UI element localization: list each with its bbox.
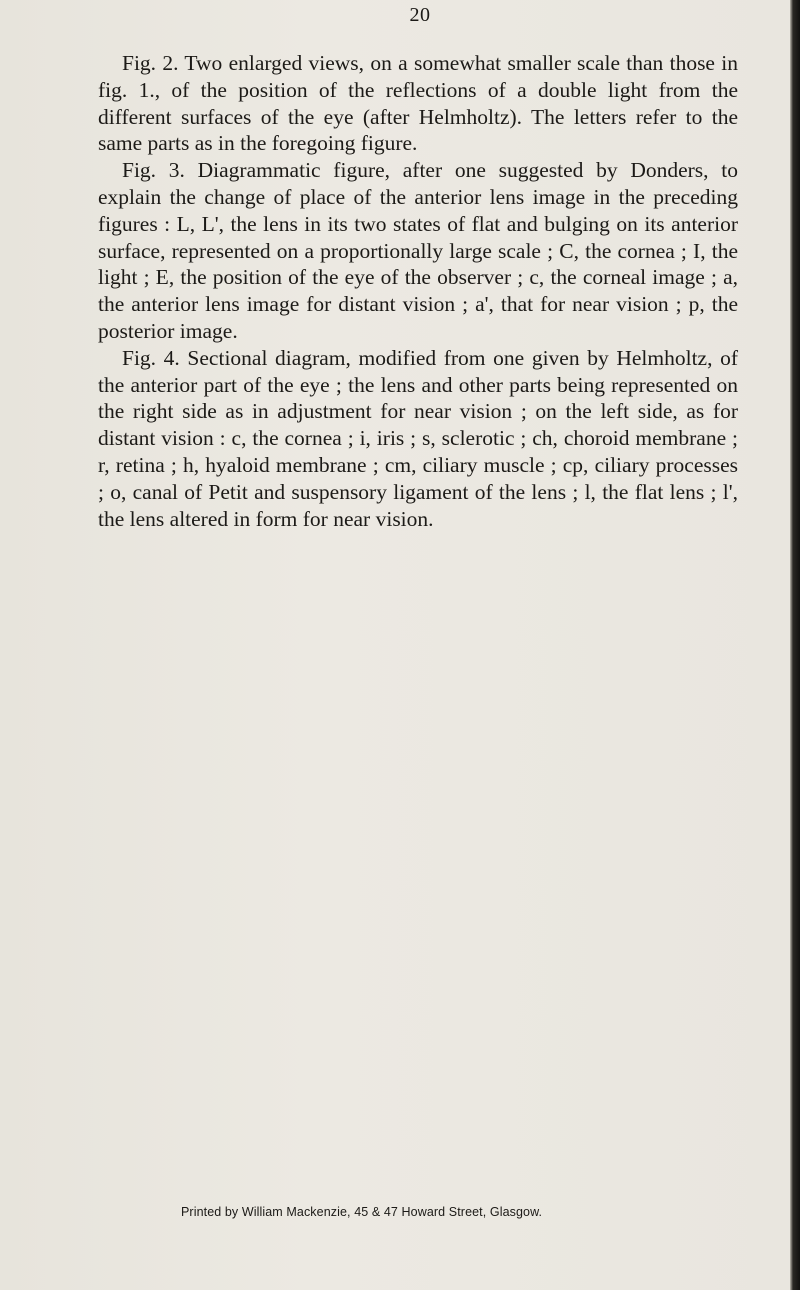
page-number: 20 [409, 4, 431, 26]
printer-imprint: Printed by William Mackenzie, 45 & 47 Howard Street, Glasgow. [181, 1205, 543, 1219]
figure-captions [98, 50, 738, 532]
caption-fig-4: Fig. 4. Sectional diagram, modified from one given by Helmholtz, of the anterior part of the eye ; the lens and other parts being represented on the right side as in adjustment for near vision ; on the left side, as for distant vision : c, the cornea ; i, iris ; s, sclerotic ; ch, choroid membrane ; r, retina ; h, hyaloid membrane ; cm, ciliary muscle ; cp, ciliary processes ; o, canal of Petit and suspensory ligament of the lens ; l, the flat lens ; l', the lens altered in form for near vision. [98, 345, 738, 531]
caption-fig-3: Fig. 3. Diagrammatic figure, after one suggested by Donders, to explain the change of place of the anterior lens image in the preceding figures : L, L', the lens in its two states of flat and bulging on its anterior surface, represented on a proportionally large scale ; C, the cornea ; I, the light ; E, the position of the eye of the observer ; c, the corneal image ; a, the anterior lens image for distant vision ; a', that for near vision ; p, the posterior image. [98, 158, 738, 343]
page-edge-shadow [790, 0, 800, 1290]
caption-fig-2: Fig. 2. Two enlarged views, on a somewhat smaller scale than those in fig. 1., of the position of the reflections of a double light from the different surfaces of the eye (after Helmholtz). The letters refer to the same parts as in the foregoing figure. [98, 51, 738, 156]
